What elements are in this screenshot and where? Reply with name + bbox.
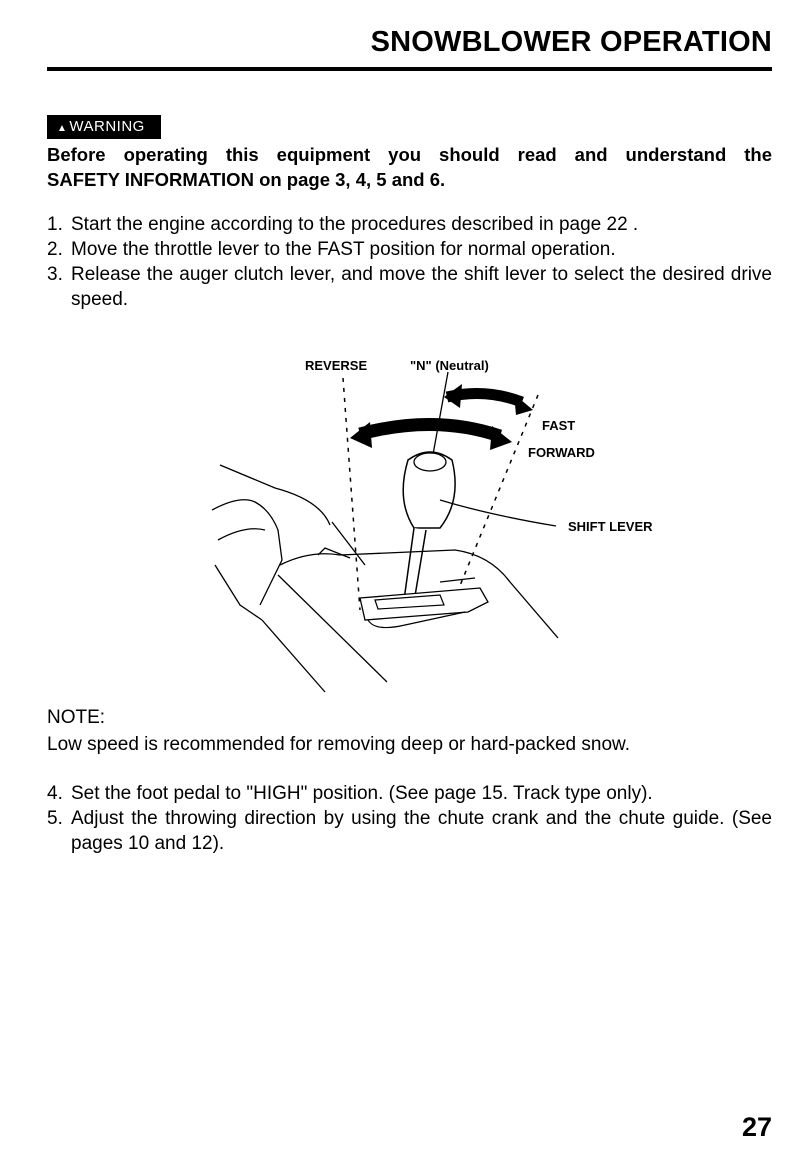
- step-text: Set the foot pedal to "HIGH" position. (See page 15. Track type only).: [71, 783, 653, 804]
- warning-triangle-icon: ▲: [57, 123, 68, 134]
- fast-label: FAST: [542, 418, 576, 433]
- page-title: SNOWBLOWER OPERATION: [370, 26, 772, 58]
- steps-list-2: [47, 781, 772, 856]
- header-rule: [47, 67, 772, 71]
- note-label: NOTE:: [47, 707, 106, 728]
- list-item: [47, 262, 772, 312]
- list-item: [47, 806, 772, 856]
- list-item: [47, 237, 772, 262]
- warning-line-1: Before operating this equipment you should read and understand the: [47, 144, 772, 165]
- steps-list-1: [47, 212, 772, 312]
- step-number: 1.: [47, 214, 63, 235]
- list-item: [47, 212, 772, 237]
- warning-badge: [47, 115, 161, 139]
- warning-text: [47, 142, 772, 192]
- step-number: 2.: [47, 239, 63, 260]
- reverse-label: REVERSE: [305, 358, 368, 373]
- step-number: 5.: [47, 808, 63, 829]
- forward-label: FORWARD: [528, 445, 595, 460]
- step-text: Start the engine according to the procedures described in page 22 .: [71, 214, 639, 235]
- step-text: Adjust the throwing direction by using the chute crank and the chute guide. (See pages 10 and 12).: [71, 808, 772, 854]
- shift-lever-label: SHIFT LEVER: [568, 519, 653, 534]
- step-text: Release the auger clutch lever, and move the shift lever to select the desired drive speed.: [71, 264, 772, 310]
- neutral-label: "N" (Neutral): [410, 358, 489, 373]
- shift-lever-diagram: [200, 350, 680, 700]
- list-item: [47, 781, 772, 806]
- step-text: Move the throttle lever to the FAST position for normal operation.: [71, 239, 616, 260]
- step-number: 4.: [47, 783, 63, 804]
- warning-line-2: SAFETY INFORMATION on page 3, 4, 5 and 6.: [47, 169, 446, 190]
- warning-badge-label: WARNING: [69, 118, 145, 135]
- page-number: 27: [741, 1112, 772, 1142]
- step-number: 3.: [47, 264, 63, 285]
- note-text: Low speed is recommended for removing deep or hard-packed snow.: [47, 734, 630, 755]
